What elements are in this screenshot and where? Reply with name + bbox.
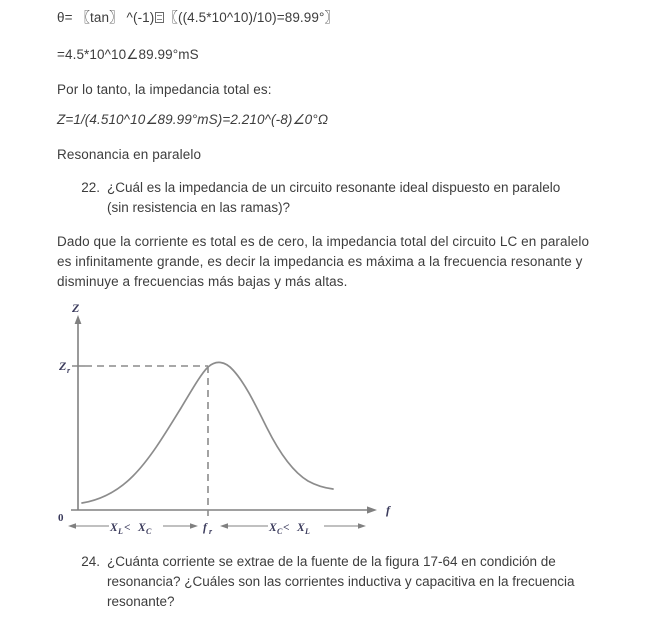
formula-theta-after: 〖((4.5*10^10)/10)=89.99°〗 xyxy=(164,10,339,25)
fr-axis-label: f xyxy=(203,522,207,534)
left-region-label-xl: X xyxy=(110,522,118,534)
left-region-arrow-left-icon xyxy=(68,523,76,529)
left-region-label-op: < xyxy=(124,522,131,534)
heading-resonancia-paralelo: Resonancia en paralelo xyxy=(57,147,202,162)
zr-label: Z xyxy=(59,359,67,373)
zr-label-subscript: r xyxy=(67,366,71,375)
y-axis-label: Z xyxy=(72,301,80,315)
list-item-question-22 xyxy=(78,178,578,218)
list-item-question-24 xyxy=(78,552,578,612)
right-region-label-xl: X xyxy=(297,522,305,534)
question-24-text: ¿Cuánta corriente se extrae de la fuente de la figura 17-64 en condición de resonancia? ¿Cuáles son las corrientes inductiva y capacitiva en la frecuencia resonante? xyxy=(107,554,579,609)
formula-theta-line xyxy=(57,8,637,28)
question-22-text: ¿Cuál es la impedancia de un circuito resonante ideal dispuesto en paralelo (sin resistencia en las ramas)? xyxy=(107,180,565,215)
formula-theta-before: θ= 〖tan〗 ^(-1) xyxy=(57,10,155,25)
right-region-label-xl-sub: L xyxy=(305,527,310,536)
formula-impedance-line: Z=1/(4.510^10∠89.99°mS)=2.210^(-8)∠0°Ω xyxy=(57,112,329,127)
answer-paragraph: Dado que la corriente es total es de cero, la impedancia total del circuito LC en paralelo es infinitamente grande, es decir la impedancia es máxima a la frecuencia resonante y disminuye a frecuencias más bajas y más altas. xyxy=(57,234,593,289)
impedance-vs-frequency-figure xyxy=(55,300,405,540)
left-region-label-xc-sub: C xyxy=(146,527,152,536)
paragraph-por-lo-tanto: Por lo tanto, la impedancia total es: xyxy=(57,82,272,97)
right-region-label-xc: X xyxy=(269,522,277,534)
x-axis-arrow-icon xyxy=(367,506,377,513)
question-24-number: 24. xyxy=(81,554,100,569)
origin-label: 0 xyxy=(58,512,64,524)
y-axis-arrow-icon xyxy=(75,315,82,324)
x-axis-label: f xyxy=(386,503,390,517)
left-region-arrow-right-icon xyxy=(190,523,198,529)
left-region-label-xc: X xyxy=(138,522,146,534)
right-region-label-xc-sub: C xyxy=(277,527,283,536)
fr-axis-label-subscript: r xyxy=(209,527,213,536)
question-22-number: 22. xyxy=(81,180,100,195)
formula-admittance-line: =4.5*10^10∠89.99°mS xyxy=(57,47,199,62)
right-region-label-op: < xyxy=(283,522,290,534)
missing-glyph-icon xyxy=(155,12,164,23)
impedance-curve-chart xyxy=(55,300,405,540)
right-region-arrow-left-icon xyxy=(220,523,228,529)
right-region-arrow-right-icon xyxy=(358,523,366,529)
left-region-label-xl-sub: L xyxy=(118,527,123,536)
